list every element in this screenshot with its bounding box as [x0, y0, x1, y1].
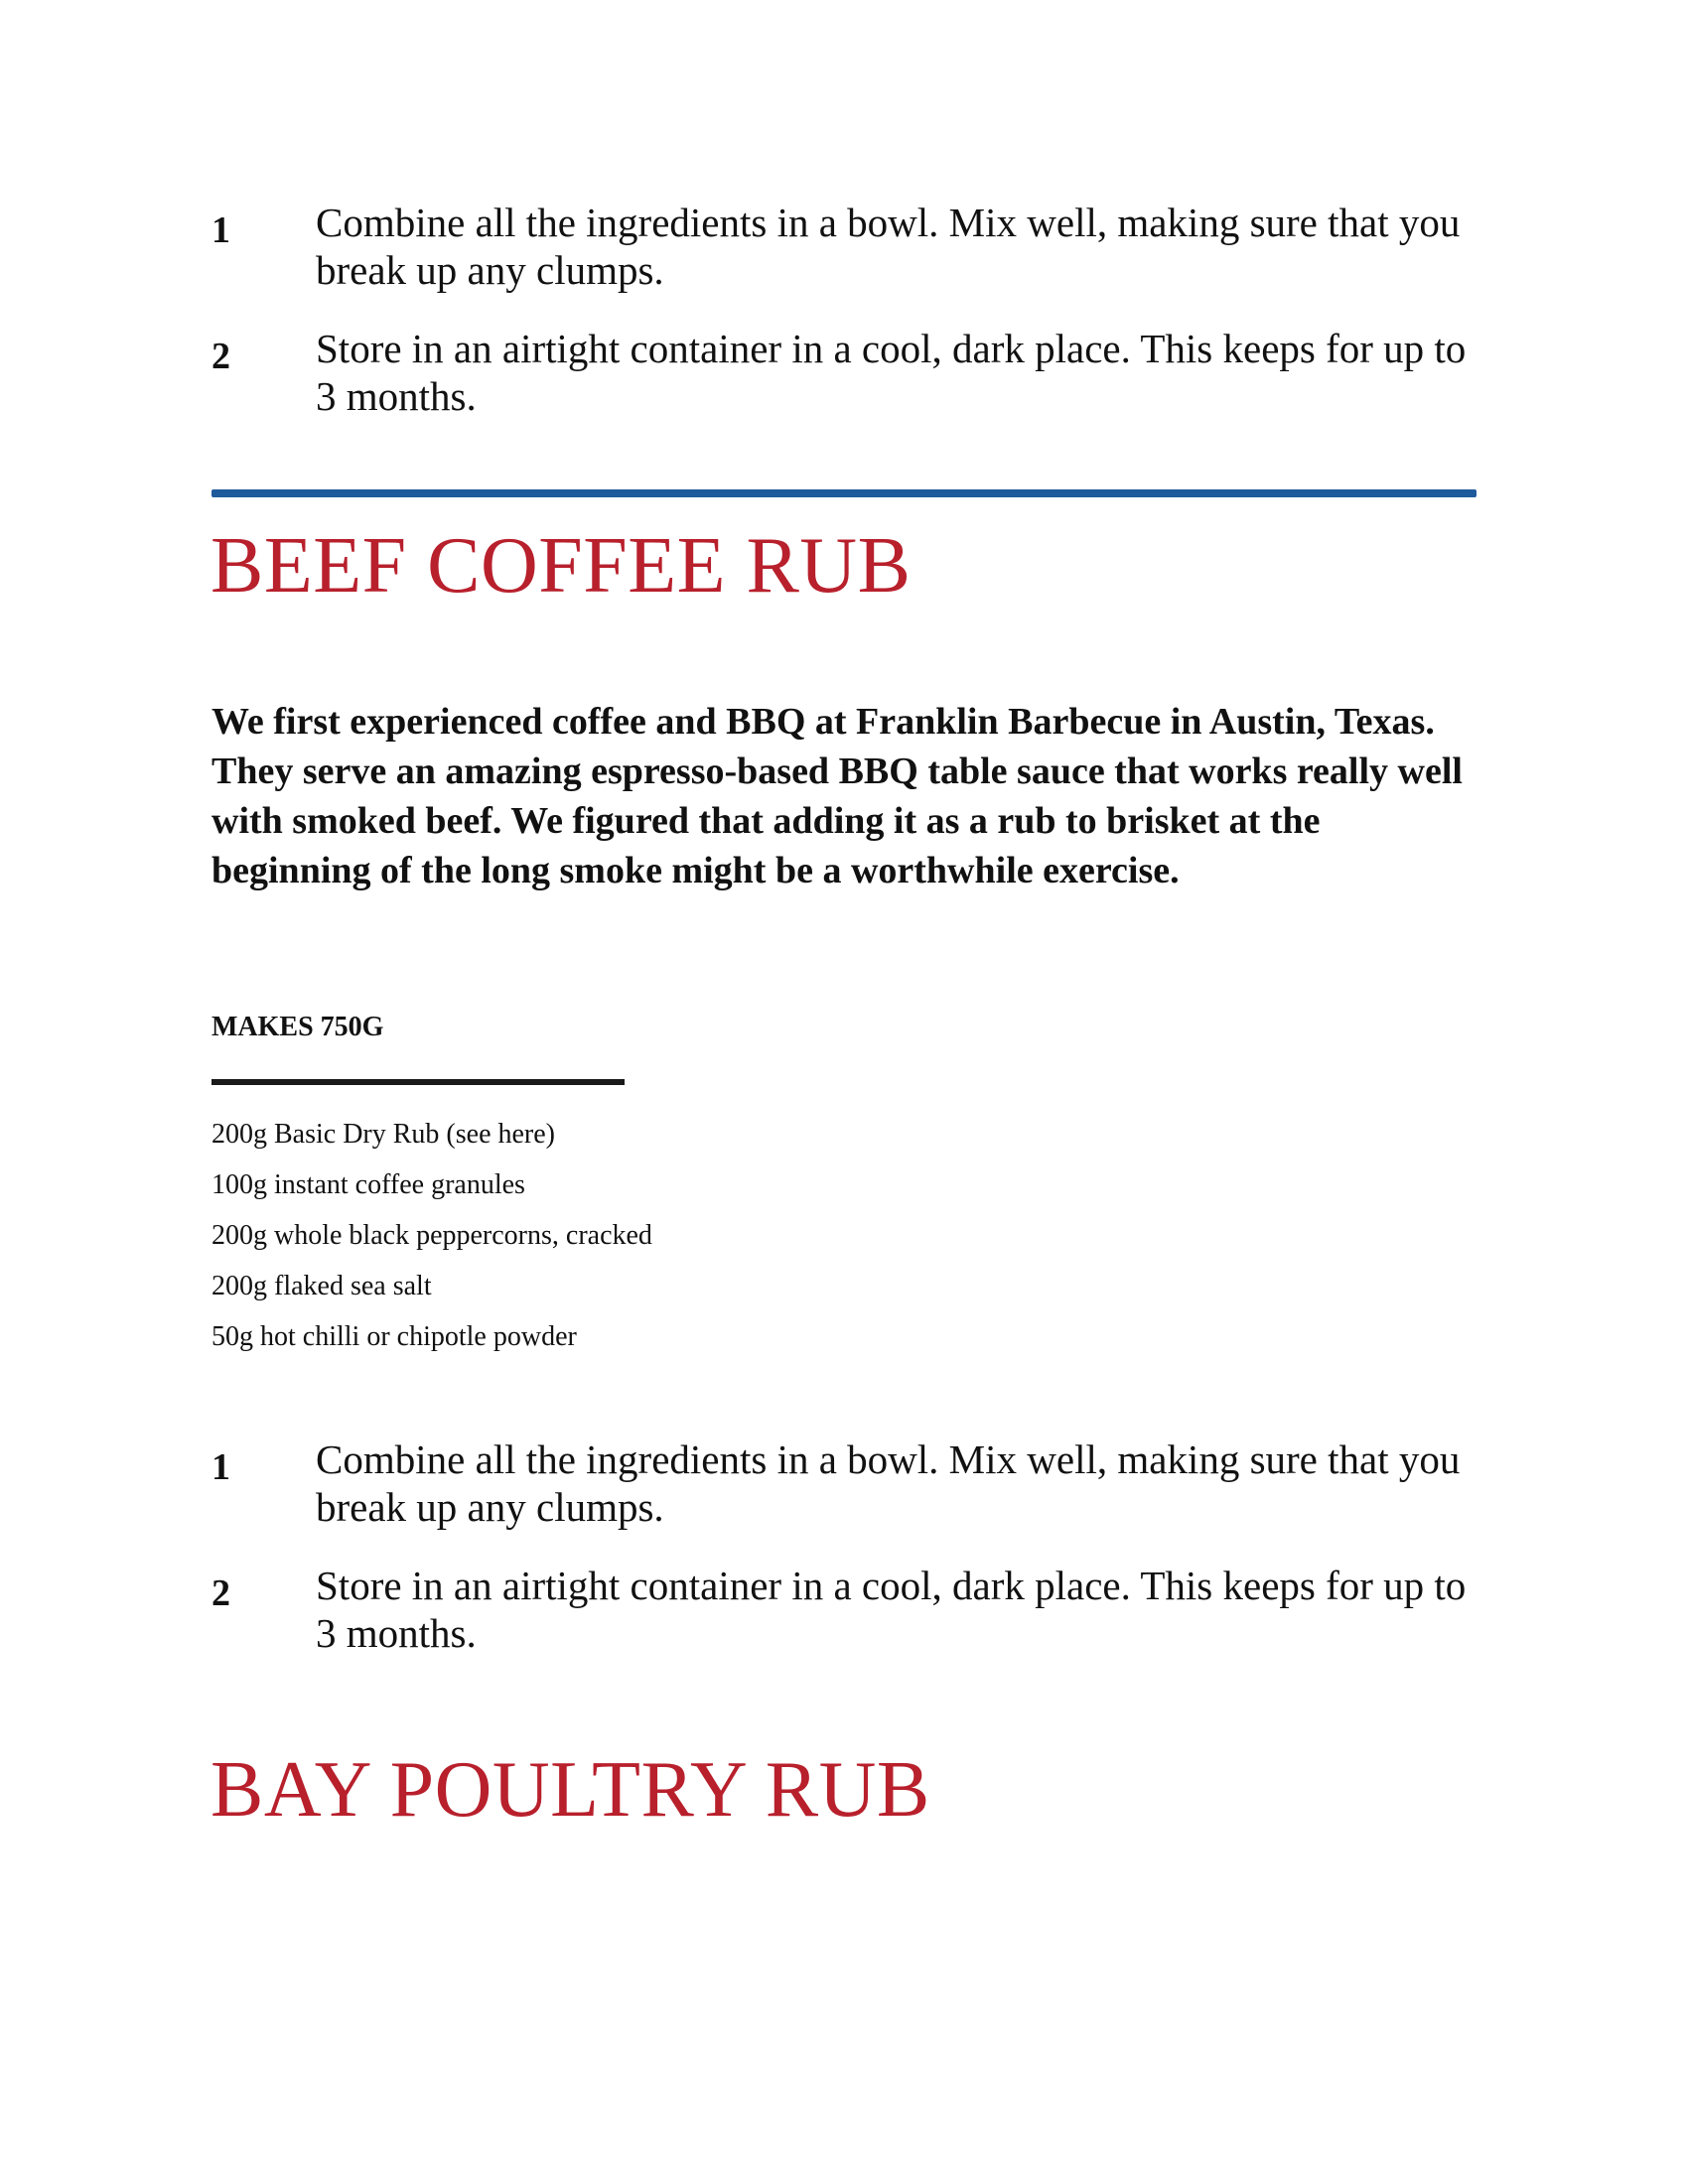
step-number: 1 — [211, 209, 230, 251]
recipe-title: BEEF COFFEE RUB — [211, 522, 912, 610]
ingredients-divider — [211, 1079, 625, 1085]
step-number: 2 — [211, 336, 230, 377]
recipe-intro: We first experienced coffee and BBQ at Franklin Barbecue in Austin, Texas. They serve an amazing espresso-based BBQ table sauce that works really well with smoked beef. We figured that adding it as a rub to brisket at the beginning of the long smoke might be a worthwhile exercise. — [211, 701, 1463, 891]
ingredients-list — [211, 1109, 652, 1362]
section-divider — [211, 489, 1477, 497]
step-number: 1 — [211, 1446, 230, 1488]
step-text: Combine all the ingredients in a bowl. Mix well, making sure that you break up any clumps. — [316, 200, 1461, 293]
ingredient-item: 100g instant coffee granules — [211, 1169, 525, 1200]
ingredient-item: 50g hot chilli or chipotle powder — [211, 1321, 577, 1352]
ingredient-item: 200g flaked sea salt — [211, 1271, 432, 1301]
ingredient-item: 200g Basic Dry Rub (see here) — [211, 1119, 556, 1150]
step-number: 2 — [211, 1572, 230, 1614]
recipe-title: BAY POULTRY RUB — [211, 1746, 930, 1834]
step-text: Store in an airtight container in a cool, dark place. This keeps for up to 3 months. — [316, 1563, 1467, 1656]
recipe-yield: MAKES 750G — [211, 1012, 384, 1042]
step-text: Store in an airtight container in a cool, dark place. This keeps for up to 3 months. — [316, 326, 1467, 419]
step-text: Combine all the ingredients in a bowl. Mix well, making sure that you break up any clumps. — [316, 1436, 1461, 1530]
ingredient-item: 200g whole black peppercorns, cracked — [211, 1220, 652, 1251]
